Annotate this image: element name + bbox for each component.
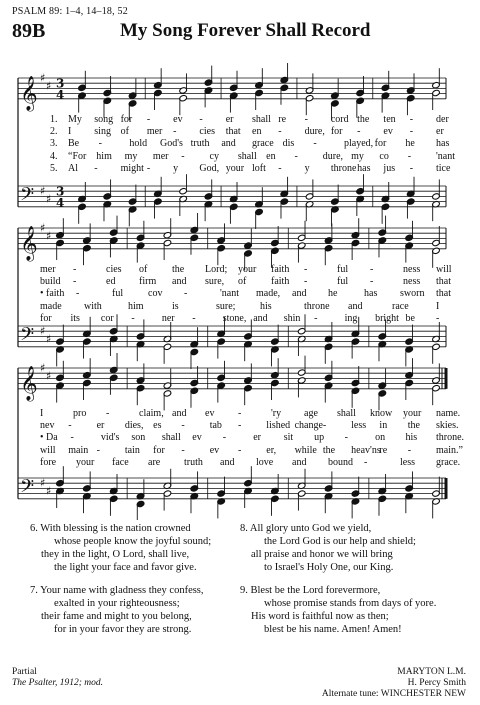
lyric-syllable: faith <box>271 276 290 288</box>
stanza-line: they in the light, O Lord, shall live, <box>41 549 190 560</box>
lyric-syllable: less <box>351 420 367 432</box>
lyric-syllable: lished <box>266 420 291 432</box>
lyric-syllable: y <box>304 162 310 174</box>
hyphen: - <box>407 444 412 456</box>
sharp-icon: ♯ <box>46 79 52 93</box>
sharp-icon: ♯ <box>46 484 52 498</box>
lyric-syllable: love <box>256 456 274 468</box>
lyric-syllable: truth <box>190 138 210 150</box>
lyric-syllable: his <box>405 432 418 444</box>
stanza-line: whose people know the joyful sound; <box>54 536 212 547</box>
lyric-line <box>0 276 480 288</box>
lyric-syllable: will <box>40 444 56 456</box>
time-signature-top: 3 <box>56 76 65 91</box>
lyric-syllable: • faith <box>40 288 65 300</box>
lyric-syllable: claim, <box>139 408 164 419</box>
hyphen: - <box>131 312 135 324</box>
lyric-syllable: er, <box>266 444 277 456</box>
lyric-line <box>0 457 480 469</box>
hyphen: - <box>181 444 185 456</box>
stanza-line: 6. With blessing is the nation crowned <box>30 523 191 534</box>
lyric-syllable: sworn <box>400 288 425 300</box>
lyric-syllable: I <box>40 408 44 419</box>
lyric-syllable: he <box>405 138 415 150</box>
lyric-line <box>0 420 480 432</box>
lyric-syllable: the <box>172 264 185 275</box>
hyphen: - <box>222 432 227 444</box>
hyphen: - <box>357 126 361 138</box>
lyric-line <box>0 114 480 126</box>
stanza-7 <box>30 584 204 636</box>
lyric-syllable: tain <box>124 444 140 456</box>
hymn-number: 89B <box>12 20 46 42</box>
lyric-syllable: tice <box>436 162 451 174</box>
lyric-syllable: while <box>294 444 317 456</box>
lyric-syllable: name. <box>436 408 461 419</box>
lyric-syllable: dure, <box>322 150 344 162</box>
stanza-line: whose promise stands from days of yore. <box>264 598 437 609</box>
stanza-line: their fame and might to you belong, <box>41 611 192 622</box>
stanza-8 <box>240 522 416 574</box>
footer-partial: Partial <box>12 667 37 677</box>
lyric-syllable: nev <box>40 420 55 432</box>
lyric-syllable: co <box>379 150 389 162</box>
lyric-syllable: mer <box>146 126 163 138</box>
lyric-syllable: for <box>153 444 165 456</box>
lyric-syllable: shall <box>237 150 257 162</box>
lyric-syllable: re <box>278 114 287 125</box>
hyphen: - <box>304 114 308 125</box>
lyric-syllable: mer <box>40 264 56 275</box>
lyric-syllable: 'ry <box>271 408 282 419</box>
lyric-syllable: age <box>304 408 318 419</box>
lyric-syllable: sing <box>94 126 111 138</box>
lyric-syllable: fore <box>40 456 57 468</box>
hyphen: - <box>278 126 282 138</box>
lyric-syllable: sure, <box>205 276 225 288</box>
lyric-line <box>0 126 480 138</box>
sharp-icon: ♯ <box>46 369 52 383</box>
lyric-syllable: stone, <box>222 312 247 324</box>
lyric-syllable: pro <box>73 408 87 419</box>
treble-clef-icon: 𝄞 <box>20 365 38 401</box>
lyric-syllable: ev <box>205 408 215 419</box>
lyric-syllable: er <box>225 114 234 125</box>
lyric-syllable: less <box>400 456 415 468</box>
footer-credits-right <box>322 667 466 700</box>
lyric-syllable: that <box>225 126 241 138</box>
hyphen: - <box>238 420 242 432</box>
bass-clef-icon: 𝄢 <box>20 324 35 350</box>
lyric-syllable: cies <box>106 264 122 275</box>
lyric-syllable: God, <box>199 162 220 174</box>
lyric-syllable: ness <box>403 264 421 275</box>
hyphen: - <box>304 276 308 288</box>
lyric-syllable: firm <box>139 276 157 288</box>
lyric-syllable: he <box>328 288 338 300</box>
lyric-syllable: dis <box>282 138 295 150</box>
lyric-syllable: and <box>253 312 268 324</box>
lyric-syllable: dies, <box>124 420 144 432</box>
lyric-syllable: with <box>84 300 102 312</box>
lyric-syllable: on <box>375 432 386 444</box>
lyric-syllable: cord <box>330 114 349 125</box>
lyric-syllable: up <box>314 432 325 444</box>
footer-alternate-tune: Alternate tune: WINCHESTER NEW <box>321 689 466 699</box>
hyphen: - <box>181 420 185 432</box>
lyric-syllable: ness <box>403 276 421 288</box>
time-signature-bottom: 4 <box>56 195 65 210</box>
lyric-syllable: my <box>351 150 364 162</box>
lyric-syllable: might <box>120 162 144 174</box>
lyric-syllable: er <box>253 432 261 444</box>
hyphen: - <box>370 264 374 275</box>
stanza-9 <box>240 584 436 636</box>
lyric-syllable: jus <box>383 162 396 174</box>
lyric-syllable: 'nant <box>220 288 240 300</box>
hyphen: - <box>409 114 414 125</box>
hymn-title: My Song Forever Shall Record <box>120 20 371 41</box>
lyric-syllable: face <box>112 456 129 468</box>
lyric-syllable: are <box>148 456 161 468</box>
lyric-syllable: played, <box>344 138 374 150</box>
hyphen: - <box>370 276 374 288</box>
lyric-syllable: mer <box>152 150 169 162</box>
lyric-syllable: ing <box>344 312 358 324</box>
hyphen: - <box>94 162 98 174</box>
lyric-syllable: for <box>374 138 387 150</box>
hyphen: - <box>173 126 177 138</box>
lyric-line <box>0 288 480 300</box>
stanza-line: 8. All glory unto God we yield, <box>240 523 372 534</box>
lyric-syllable: ed <box>106 276 116 288</box>
lyric-syllable: son <box>131 432 146 444</box>
footer-text-source: The Psalter, 1912; mod. <box>12 678 104 688</box>
treble-clef-icon: 𝄞 <box>20 225 38 261</box>
hyphen: - <box>192 312 196 324</box>
lyric-syllable: of <box>238 276 247 288</box>
lyric-syllable: 'nant <box>436 150 456 162</box>
lyric-syllable: ev <box>192 432 202 444</box>
verse-number: 3. <box>50 138 58 150</box>
lyric-syllable: Lord; <box>205 264 228 275</box>
lyric-syllable: cy <box>209 150 219 162</box>
lyric-syllable: sure; <box>216 300 236 312</box>
hyphen: - <box>68 420 72 432</box>
hyphen: - <box>238 444 242 456</box>
lyric-syllable: My <box>68 114 82 125</box>
hyphen: - <box>344 432 348 444</box>
lyric-syllable: “For <box>68 150 87 162</box>
lyric-syllable: en <box>266 150 276 162</box>
sharp-icon: ♯ <box>46 332 52 346</box>
lyric-syllable: bound <box>328 456 353 468</box>
lyric-syllable: cies <box>199 126 215 138</box>
lyric-syllable: him <box>128 300 144 312</box>
verse-number: 4. <box>50 150 58 162</box>
lyric-syllable: has <box>364 288 378 300</box>
sharp-icon: ♯ <box>46 192 52 206</box>
lyric-syllable: race <box>392 300 409 312</box>
lyric-syllable: your <box>403 408 422 419</box>
sharp-icon: ♯ <box>40 361 46 375</box>
lyric-syllable: Al <box>68 162 78 174</box>
sharp-icon: ♯ <box>40 71 46 85</box>
stanza-line: all praise and honor we will bring <box>251 549 393 560</box>
lyric-syllable: • Da <box>40 432 58 444</box>
lyric-syllable: for <box>120 114 133 125</box>
lyric-syllable: his <box>260 300 272 312</box>
lyric-syllable: main <box>68 444 89 456</box>
lyric-syllable: ful <box>337 264 349 275</box>
hyphen: - <box>407 150 412 162</box>
hyphen: - <box>96 444 100 456</box>
lyric-syllable: hold <box>129 138 148 150</box>
lyric-syllable: my <box>124 150 138 162</box>
lyric-syllable: er <box>436 126 444 138</box>
hyphen: - <box>313 138 317 150</box>
stanza-line: blest be his name. Amen! Amen! <box>264 624 402 635</box>
stanza-line: 7. Your name with gladness they confess, <box>30 585 204 596</box>
lyric-syllable: throne <box>330 162 357 174</box>
lyric-syllable: throne. <box>436 432 465 444</box>
hyphen: - <box>181 150 185 162</box>
lyric-syllable: for <box>40 312 52 324</box>
hyphen: - <box>98 138 102 150</box>
lyric-syllable: change <box>294 420 323 432</box>
lyric-syllable: him <box>96 150 112 162</box>
lyric-syllable: der <box>436 114 449 125</box>
lyric-syllable: the <box>322 444 336 456</box>
lyric-syllable: will <box>436 264 452 275</box>
lyric-line <box>0 301 480 313</box>
hyphen: - <box>106 408 110 419</box>
lyric-line <box>0 432 480 444</box>
hyphen: - <box>146 162 151 174</box>
footer-composer: H. Percy Smith <box>407 678 466 688</box>
lyric-syllable: is <box>172 300 179 312</box>
time-signature-bottom: 4 <box>56 87 65 102</box>
sharp-icon: ♯ <box>40 221 46 235</box>
lyric-syllable: heav'ns <box>351 444 381 456</box>
lyric-syllable: in <box>379 420 388 432</box>
lyric-syllable: ten <box>383 114 396 125</box>
lyric-syllable: shin <box>283 312 301 324</box>
hyphen: - <box>436 312 440 324</box>
lyric-syllable: song <box>94 114 114 125</box>
lyric-syllable: I <box>436 300 440 312</box>
lyric-syllable: of <box>120 126 129 138</box>
hyphen: - <box>199 114 203 125</box>
bass-clef-icon: 𝄢 <box>20 184 35 210</box>
lyric-syllable: the <box>357 114 370 125</box>
hyphen: - <box>304 264 308 275</box>
lyric-syllable: ev <box>383 126 393 138</box>
hyphen: - <box>409 126 414 138</box>
hyphen: - <box>238 408 242 419</box>
lyric-line <box>0 138 480 150</box>
lyric-syllable: has <box>357 162 371 174</box>
stanza-line: to Israel's Holy One, our King. <box>264 562 394 573</box>
stanza-line: 9. Blest be the Lord forevermore, <box>240 585 381 596</box>
lyric-syllable: and <box>172 408 187 419</box>
sharp-icon: ♯ <box>40 324 46 338</box>
lyric-line <box>0 445 480 457</box>
lyric-syllable: main.” <box>436 444 463 456</box>
lyric-syllable: and <box>220 456 235 468</box>
verse-number: 1. <box>50 114 58 125</box>
lyric-syllable: grace <box>252 138 274 150</box>
lyric-syllable: be <box>405 312 415 324</box>
stanza-line: the light your face and favor give. <box>54 562 197 573</box>
lyric-syllable: for <box>330 126 343 138</box>
stanza-line: the Lord God is our help and shield; <box>264 536 416 547</box>
lyric-syllable: shall <box>252 114 271 125</box>
lyric-syllable: tab <box>209 420 222 432</box>
sharp-icon: ♯ <box>40 184 46 198</box>
lyric-syllable: and <box>348 300 363 312</box>
lyric-syllable: faith <box>271 264 290 275</box>
lyric-syllable: and <box>292 456 307 468</box>
lyric-syllable: and <box>292 288 307 300</box>
lyric-syllable: sit <box>283 432 294 444</box>
lyric-syllable: of <box>139 264 148 275</box>
lyric-syllable: God's <box>160 138 183 150</box>
verse-number: 5. <box>50 162 58 174</box>
hyphen: - <box>322 420 327 432</box>
hyphen: - <box>70 432 74 444</box>
lyric-syllable: es <box>153 420 162 432</box>
lyric-syllable: dure, <box>304 126 325 138</box>
lyric-syllable: ful <box>337 276 349 288</box>
lyric-syllable: y <box>173 162 179 174</box>
lyric-syllable: ev <box>173 114 183 125</box>
lyric-line <box>0 151 480 163</box>
lyric-line <box>0 163 480 175</box>
hyphen: - <box>364 456 368 468</box>
lyric-syllable: that <box>436 276 451 288</box>
lyric-syllable: bright <box>375 312 399 324</box>
lyric-syllable: grace. <box>436 456 461 468</box>
stanza-6 <box>30 522 211 574</box>
lyric-line <box>0 408 480 420</box>
footer-credits-left <box>12 667 103 689</box>
lyric-syllable: ful <box>112 288 124 300</box>
lyric-syllable: made <box>40 300 62 312</box>
lyric-syllable: build <box>40 276 61 288</box>
lyric-syllable: the <box>407 420 420 432</box>
lyric-syllable: made, <box>256 288 281 300</box>
lyric-syllable: and <box>221 138 236 150</box>
hyphen: - <box>76 288 80 300</box>
hyphen: - <box>146 114 151 125</box>
hyphen: - <box>184 288 188 300</box>
sharp-icon: ♯ <box>40 476 46 490</box>
verse-number: 2. <box>50 126 58 138</box>
lyric-syllable: re <box>379 444 388 456</box>
stanza-line: His word is faithful now as then; <box>251 611 389 622</box>
lyric-syllable: that <box>436 288 451 300</box>
lyric-syllable: ev <box>209 444 220 456</box>
stanza-line: exalted in your righteousness; <box>54 598 180 609</box>
time-signature-top: 3 <box>56 184 65 199</box>
lyric-syllable: your <box>76 456 95 468</box>
lyric-syllable: skies. <box>436 420 459 432</box>
lyric-syllable: en <box>252 126 262 138</box>
lyric-syllable: shall <box>161 432 181 444</box>
lyric-syllable: cor <box>100 312 114 324</box>
lyric-syllable: has <box>436 138 450 150</box>
lyric-syllable: ner <box>161 312 175 324</box>
footer-tune-name: MARYTON L.M. <box>397 667 466 677</box>
lyric-line <box>0 313 480 325</box>
lyric-syllable: shall <box>337 408 356 419</box>
lyric-syllable: vid's <box>100 432 120 444</box>
lyric-syllable: I <box>68 126 72 138</box>
lyric-line <box>0 264 480 276</box>
stanza-line: for in your favor they are strong. <box>54 624 192 635</box>
psalm-reference: PSALM 89: 1–4, 14–18, 52 <box>12 6 128 17</box>
lyric-syllable: er <box>96 420 105 432</box>
lyric-syllable: throne <box>304 300 330 312</box>
lyric-syllable: truth <box>184 456 203 468</box>
hyphen: - <box>73 276 77 288</box>
treble-clef-icon: 𝄞 <box>20 75 38 111</box>
lyric-syllable: and <box>172 276 187 288</box>
hyphen: - <box>314 312 318 324</box>
lyric-syllable: Be <box>68 138 80 150</box>
hyphen: - <box>278 162 282 174</box>
hyphen: - <box>73 264 77 275</box>
lyric-syllable: cov <box>148 288 163 300</box>
lyric-syllable: your <box>238 264 257 275</box>
lyric-syllable: loft <box>252 162 266 174</box>
hyphen: - <box>409 162 414 174</box>
lyric-syllable: know <box>370 408 393 419</box>
lyric-syllable: its <box>70 312 80 324</box>
sharp-icon: ♯ <box>46 229 52 243</box>
hyphen: - <box>294 150 298 162</box>
bass-clef-icon: 𝄢 <box>20 476 35 502</box>
lyric-syllable: your <box>225 162 245 174</box>
